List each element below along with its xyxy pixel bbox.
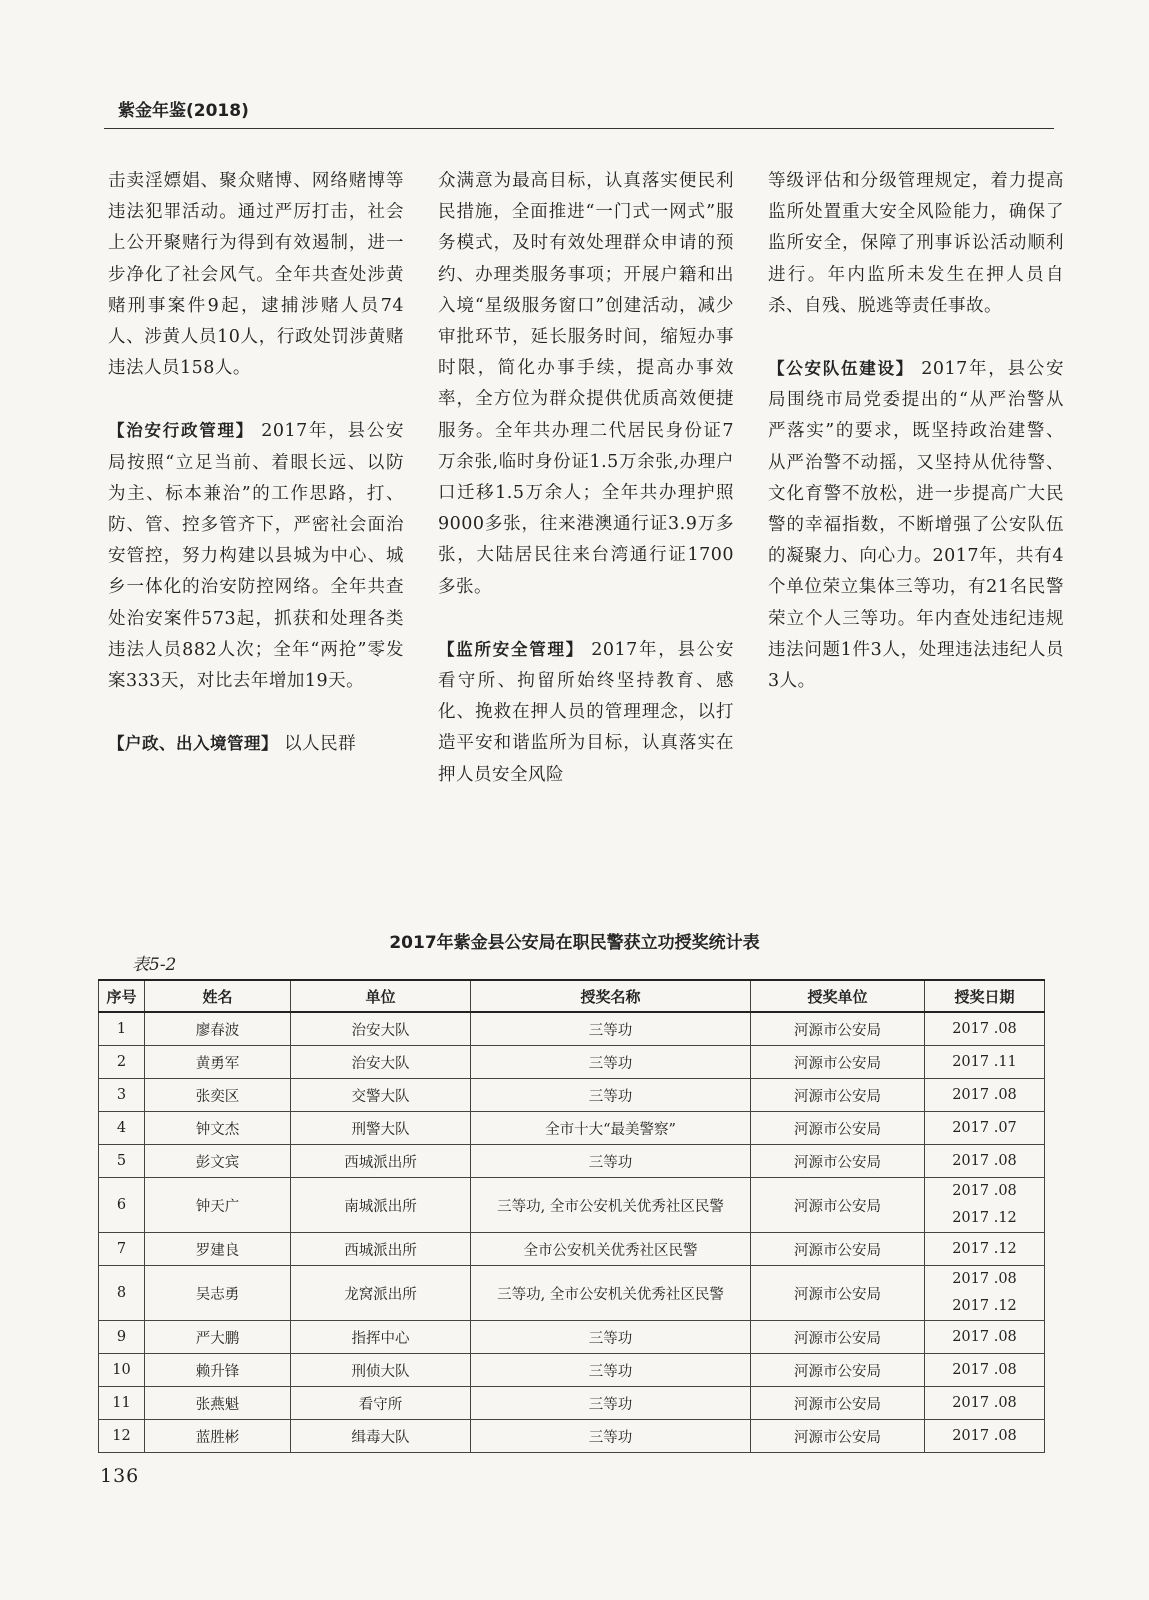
date-value: 2017 .12 xyxy=(952,1298,1017,1314)
cell-name: 张燕魁 xyxy=(145,1387,291,1420)
cell-date xyxy=(925,1420,1045,1453)
cell-award: 全市十大“最美警察” xyxy=(471,1112,751,1145)
paragraph: 击卖淫嫖娼、聚众赌博、网络赌博等违法犯罪活动。通过严厉打击，社会上公开聚赌行为得到有效遏制，进一步净化了社会风气。全年共查处涉黄赌刑事案件9起，逮捕涉赌人员74人、涉黄人员10人，行政处罚涉黄赌违法人员158人。 xyxy=(108,171,404,379)
section-heading: 【治安行政管理】 xyxy=(108,421,254,441)
date-value: 2017 .08 xyxy=(952,1086,1017,1103)
cell-unit: 治安大队 xyxy=(291,1046,471,1079)
cell-date xyxy=(925,1321,1045,1354)
cell-awarder: 河源市公安局 xyxy=(751,1112,925,1145)
section-paragraph xyxy=(108,728,404,760)
cell-name: 钟天广 xyxy=(145,1178,291,1233)
date-value: 2017 .08 xyxy=(952,1394,1017,1411)
section-body: 2017年，县公安局围绕市局党委提出的“从严治警从严落实”的要求，既坚持政治建警、从严治警不动摇，又坚持从优待警、文化育警不放松，进一步提高广大民警的幸福指数，不断增强了公安队伍的凝聚力、向心力。2017年，共有4个单位荣立集体三等功，有21名民警荣立个人三等功。年内查处违纪违规违法问题1件3人，处理违法违纪人员3人。 xyxy=(768,359,1064,692)
header-rule xyxy=(104,128,1054,129)
header-cell: 授奖单位 xyxy=(751,980,925,1012)
cell-unit: 西城派出所 xyxy=(291,1233,471,1266)
cell-unit: 指挥中心 xyxy=(291,1321,471,1354)
cell-number: 3 xyxy=(99,1079,145,1112)
date-value: 2017 .12 xyxy=(952,1210,1017,1226)
cell-award: 全市公安机关优秀社区民警 xyxy=(471,1233,751,1266)
date-value: 2017 .08 xyxy=(952,1183,1017,1199)
cell-awarder: 河源市公安局 xyxy=(751,1354,925,1387)
cell-date xyxy=(925,1387,1045,1420)
cell-number: 6 xyxy=(99,1178,145,1233)
cell-number: 4 xyxy=(99,1112,145,1145)
cell-award: 三等功 xyxy=(471,1079,751,1112)
cell-awarder: 河源市公安局 xyxy=(751,1266,925,1321)
cell-date xyxy=(925,1266,1045,1321)
cell-name: 钟文杰 xyxy=(145,1112,291,1145)
cell-date xyxy=(925,1012,1045,1046)
cell-date xyxy=(925,1178,1045,1233)
header-cell: 序号 xyxy=(99,980,145,1012)
cell-date xyxy=(925,1354,1045,1387)
cell-unit: 治安大队 xyxy=(291,1012,471,1046)
section-body: 2017年，县公安看守所、拘留所始终坚持教育、感化、挽救在押人员的管理理念，以打造平安和谐监所为目标，认真落实在押人员安全风险 xyxy=(438,639,734,785)
paragraph: 等级评估和分级管理规定，着力提高监所处置重大安全风险能力，确保了监所安全，保障了刑事诉讼活动顺利进行。年内监所未发生在押人员自杀、自残、脱逃等责任事故。 xyxy=(768,171,1064,316)
cell-number: 8 xyxy=(99,1266,145,1321)
cell-name: 彭文宾 xyxy=(145,1145,291,1178)
cell-award: 三等功 xyxy=(471,1321,751,1354)
cell-name: 罗建良 xyxy=(145,1233,291,1266)
cell-date xyxy=(925,1046,1045,1079)
cell-name: 蓝胜彬 xyxy=(145,1420,291,1453)
cell-number: 7 xyxy=(99,1233,145,1266)
date-value: 2017 .07 xyxy=(952,1119,1017,1136)
cell-awarder: 河源市公安局 xyxy=(751,1012,925,1046)
date-value: 2017 .08 xyxy=(952,1152,1017,1169)
section-body: 以人民群 xyxy=(278,734,357,755)
table-row xyxy=(99,1079,1045,1112)
date-value: 2017 .08 xyxy=(952,1427,1017,1444)
cell-award: 三等功 xyxy=(471,1145,751,1178)
cell-unit: 南城派出所 xyxy=(291,1178,471,1233)
cell-award: 三等功 xyxy=(471,1387,751,1420)
cell-unit: 刑警大队 xyxy=(291,1112,471,1145)
cell-unit: 缉毒大队 xyxy=(291,1420,471,1453)
section-paragraph xyxy=(768,353,1064,697)
cell-awarder: 河源市公安局 xyxy=(751,1387,925,1420)
cell-name: 黄勇军 xyxy=(145,1046,291,1079)
cell-number: 10 xyxy=(99,1354,145,1387)
date-value: 2017 .11 xyxy=(952,1053,1017,1070)
table-row xyxy=(99,1321,1045,1354)
awards-table xyxy=(98,979,1045,1453)
table-title: 2017年紫金县公安局在职民警获立功授奖统计表 xyxy=(389,933,760,953)
cell-awarder: 河源市公安局 xyxy=(751,1321,925,1354)
header-cell: 姓名 xyxy=(145,980,291,1012)
cell-number: 12 xyxy=(99,1420,145,1453)
cell-number: 2 xyxy=(99,1046,145,1079)
table-row xyxy=(99,1420,1045,1453)
cell-date xyxy=(925,1112,1045,1145)
table-row xyxy=(99,1387,1045,1420)
running-header: 紫金年鉴(2018) xyxy=(118,101,249,121)
cell-awarder: 河源市公安局 xyxy=(751,1046,925,1079)
section-heading: 【户政、出入境管理】 xyxy=(108,734,278,754)
date-value: 2017 .12 xyxy=(952,1240,1017,1257)
header-cell: 授奖日期 xyxy=(925,980,1045,1012)
text-column-1 xyxy=(108,166,404,760)
cell-awarder: 河源市公安局 xyxy=(751,1420,925,1453)
cell-award: 三等功 xyxy=(471,1420,751,1453)
text-column-2 xyxy=(438,166,734,791)
cell-award: 三等功 xyxy=(471,1046,751,1079)
cell-number: 11 xyxy=(99,1387,145,1420)
cell-award: 三等功, 全市公安机关优秀社区民警 xyxy=(471,1178,751,1233)
date-value: 2017 .08 xyxy=(952,1361,1017,1378)
section-paragraph xyxy=(108,415,404,697)
cell-number: 1 xyxy=(99,1012,145,1046)
cell-date xyxy=(925,1079,1045,1112)
section-paragraph xyxy=(438,634,734,791)
section-heading: 【监所安全管理】 xyxy=(438,639,584,659)
cell-awarder: 河源市公安局 xyxy=(751,1178,925,1233)
table-row xyxy=(99,1112,1045,1145)
paragraph: 众满意为最高目标，认真落实便民利民措施，全面推进“一门式一网式”服务模式，及时有效处理群众申请的预约、办理类服务事项；开展户籍和出入境“星级服务窗口”创建活动，减少审批环节，延长服务时间，缩短办事时限，简化办事手续，提高办事效率，全方位为群众提供优质高效便捷服务。全年共办理二代居民身份证7万余张,临时身份证1.5万余张,办理户口迁移1.5万余人；全年共办理护照9000多张，往来港澳通行证3.9万多张，大陆居民往来台湾通行证1700多张。 xyxy=(438,171,734,597)
cell-awarder: 河源市公安局 xyxy=(751,1079,925,1112)
cell-unit: 交警大队 xyxy=(291,1079,471,1112)
header-cell: 授奖名称 xyxy=(471,980,751,1012)
table-row xyxy=(99,1012,1045,1046)
date-value: 2017 .08 xyxy=(952,1271,1017,1287)
table-body xyxy=(99,1012,1045,1453)
cell-name: 张奕区 xyxy=(145,1079,291,1112)
cell-name: 吴志勇 xyxy=(145,1266,291,1321)
table-header-row xyxy=(99,980,1045,1012)
table-row xyxy=(99,1354,1045,1387)
table-id: 表5-2 xyxy=(132,955,177,975)
cell-date xyxy=(925,1145,1045,1178)
page-number: 136 xyxy=(100,1465,140,1487)
table-row xyxy=(99,1266,1045,1321)
cell-award: 三等功 xyxy=(471,1354,751,1387)
section-body: 2017年，县公安局按照“立足当前、着眼长远、以防为主、标本兼治”的工作思路，打、防、管、控多管齐下，严密社会面治安管控，努力构建以县城为中心、城乡一体化的治安防控网络。全年共查处治安案件573起，抓获和处理各类违法人员882人次；全年“两抢”零发案333天，对比去年增加19天。 xyxy=(108,421,404,692)
cell-name: 廖春波 xyxy=(145,1012,291,1046)
date-value: 2017 .08 xyxy=(952,1328,1017,1345)
cell-name: 赖升锋 xyxy=(145,1354,291,1387)
text-column-3 xyxy=(768,166,1064,697)
header-cell: 单位 xyxy=(291,980,471,1012)
section-heading: 【公安队伍建设】 xyxy=(768,359,914,379)
cell-unit: 刑侦大队 xyxy=(291,1354,471,1387)
table-row xyxy=(99,1233,1045,1266)
cell-award: 三等功, 全市公安机关优秀社区民警 xyxy=(471,1266,751,1321)
cell-date xyxy=(925,1233,1045,1266)
cell-award: 三等功 xyxy=(471,1012,751,1046)
cell-name: 严大鹏 xyxy=(145,1321,291,1354)
table-row xyxy=(99,1145,1045,1178)
cell-unit: 西城派出所 xyxy=(291,1145,471,1178)
table-row xyxy=(99,1178,1045,1233)
cell-number: 9 xyxy=(99,1321,145,1354)
date-value: 2017 .08 xyxy=(952,1020,1017,1037)
cell-awarder: 河源市公安局 xyxy=(751,1233,925,1266)
cell-number: 5 xyxy=(99,1145,145,1178)
cell-unit: 看守所 xyxy=(291,1387,471,1420)
cell-unit: 龙窝派出所 xyxy=(291,1266,471,1321)
cell-awarder: 河源市公安局 xyxy=(751,1145,925,1178)
table-row xyxy=(99,1046,1045,1079)
